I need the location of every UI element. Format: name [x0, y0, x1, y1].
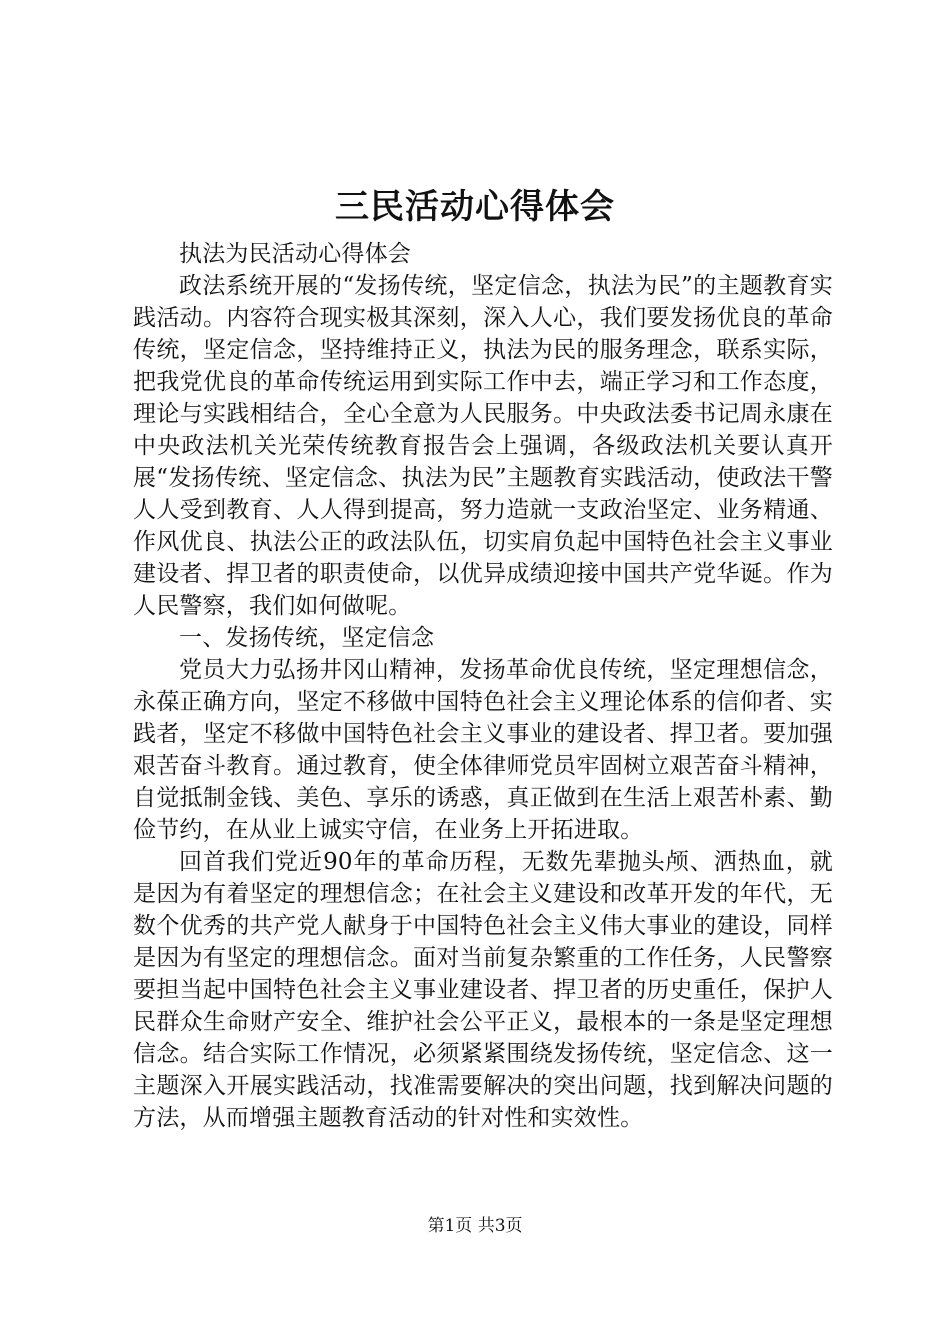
body-paragraph: 党员大力弘扬井冈山精神，发扬革命优良传统，坚定理想信念，永葆正确方向，坚定不移做中国特色社会主义理论体系的信仰者、实践者，坚定不移做中国特色社会主义事业的建设者、捍卫者。要加强艰苦奋斗教育。通过教育，使全体律师党员牢固树立艰苦奋斗精神，自觉抵制金钱、美色、享乐的诱惑，真正做到在生活上艰苦朴素、勤俭节约，在从业上诚实守信，在业务上开拓进取。: [133, 657, 833, 843]
section-heading: 一、发扬传统，坚定信念: [179, 625, 435, 651]
document-title: 三民活动心得体会: [335, 187, 615, 227]
subtitle-paragraph: 执法为民活动心得体会: [179, 241, 411, 267]
document-body: [133, 238, 833, 1134]
body-paragraph: 回首我们党近90年的革命历程，无数先辈抛头颅、洒热血，就是因为有着坚定的理想信念；在社会主义建设和改革开发的年代，无数个优秀的共产党人献身于中国特色社会主义伟大事业的建设，同样是因为有坚定的理想信念。面对当前复杂繁重的工作任务，人民警察要担当起中国特色社会主义事业建设者、捍卫者的历史重任，保护人民群众生命财产安全、维护社会公平正义，最根本的一条是坚定理想信念。结合实际工作情况，必须紧紧围绕发扬传统，坚定信念、这一主题深入开展实践活动，找准需要解决的突出问题，找到解决问题的方法，从而增强主题教育活动的针对性和实效性。: [133, 849, 833, 1131]
body-paragraph: 政法系统开展的“发扬传统，坚定信念，执法为民”的主题教育实践活动。内容符合现实极其深刻，深入人心，我们要发扬优良的革命传统，坚定信念，坚持维持正义，执法为民的服务理念，联系实际，把我党优良的革命传统运用到实际工作中去，端正学习和工作态度，理论与实践相结合，全心全意为人民服务。中央政法委书记周永康在中央政法机关光荣传统教育报告会上强调，各级政法机关要认真开展“发扬传统、坚定信念、执法为民”主题教育实践活动，使政法干警人人受到教育、人人得到提高，努力造就一支政治坚定、业务精通、作风优良、执法公正的政法队伍，切实肩负起中国特色社会主义事业建设者、捍卫者的职责使命，以优异成绩迎接中国共产党华诞。作为人民警察，我们如何做呢。: [133, 273, 833, 619]
page-footer: 第1页 共3页: [427, 1216, 523, 1236]
